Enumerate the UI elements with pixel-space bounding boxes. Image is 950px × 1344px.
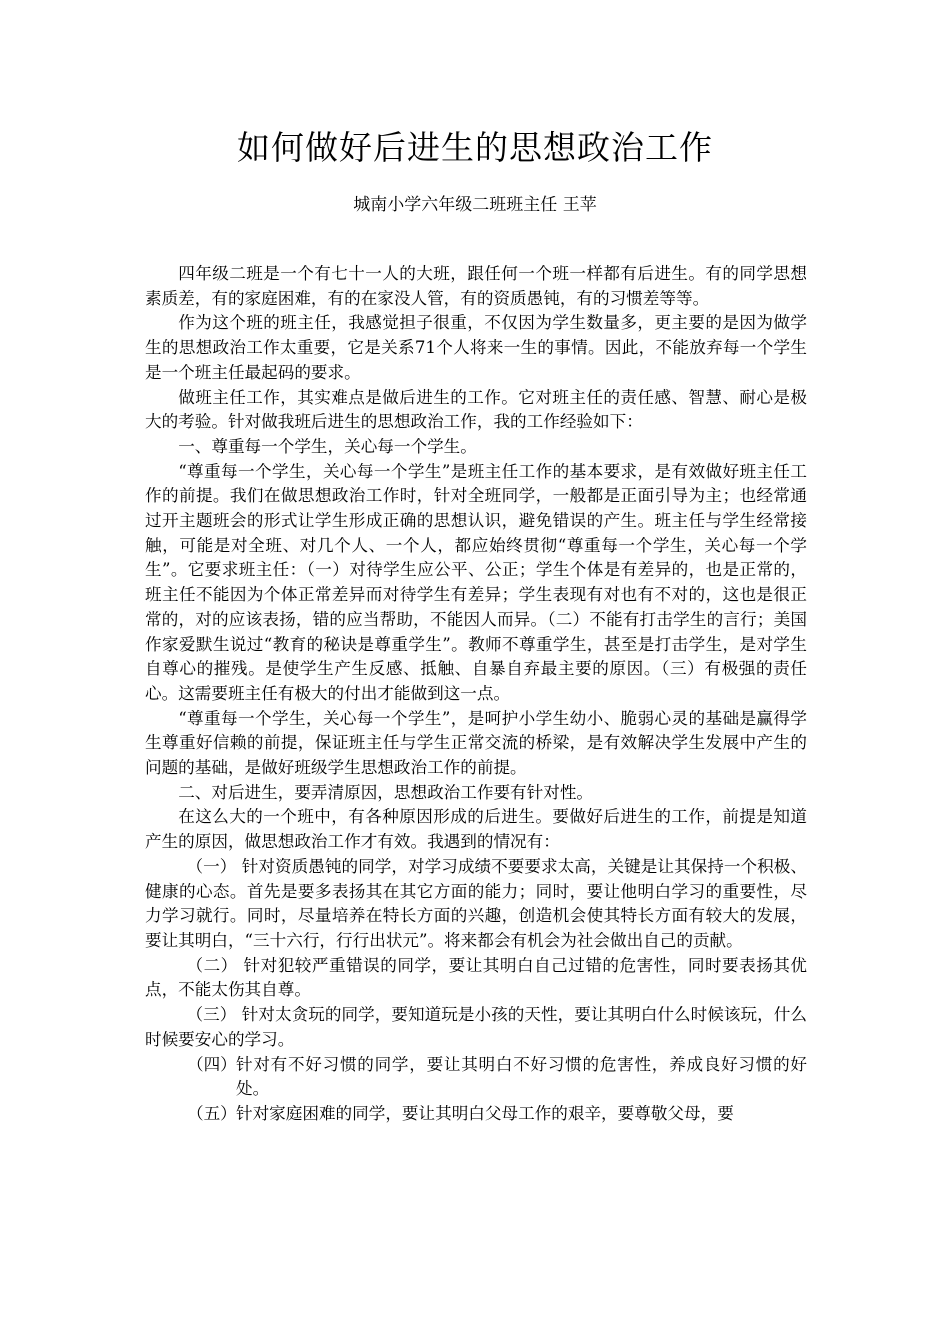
paragraph: 在这么大的一个班中，有各种原因形成的后进生。要做好后进生的工作，前提是知道产生的原因，做思想政治工作才有效。我遇到的情况有： bbox=[145, 807, 807, 852]
paragraph: “尊重每一个学生，关心每一个学生”是班主任工作的基本要求，是有效做好班主任工作的前提。我们在做思想政治工作时，针对全班同学，一般都是正面引导为主；也经常通过开主题班会的形式让学生形成正确的思想认识，避免错误的产生。班主任与学生经常接触，可能是对全班、对几个人、一个人，都应始终贯彻“尊重每一个学生，关心每一个学生”。它要求班主任：（一）对待学生应公平、公正；学生个体是有差异的，也是正常的，班主任不能因为个体正常差异而对待学生有差异；学生表现有对也有不对的，这也是很正常的，对的应该表扬，错的应当帮助，不能因人而异。（二）不能有打击学生的言行；美国作家爱默生说过“教育的秘诀是尊重学生”。教师不尊重学生，甚至是打击学生，是对学生自尊心的摧残。是使学生产生反感、抵触、自暴自弃最主要的原因。（三）有极强的责任心。这需要班主任有极大的付出才能做到这一点。 bbox=[145, 461, 807, 703]
document-body bbox=[145, 262, 807, 1127]
list-marker: （五） bbox=[187, 1103, 237, 1123]
list-marker: （四） bbox=[187, 1054, 237, 1074]
paragraph: “尊重每一个学生，关心每一个学生”，是呵护小学生幼小、脆弱心灵的基础是赢得学生尊重好信赖的前提，保证班主任与学生正常交流的桥梁，是有效解决学生发展中产生的问题的基础，是做好班级学生思想政治工作的前提。 bbox=[145, 708, 807, 778]
document-title: 如何做好后进生的思想政治工作 bbox=[237, 128, 713, 167]
list-item: （一） 针对资质愚钝的同学，对学习成绩不要要求太高，关键是让其保持一个积极、健康的心态。首先是要多表扬其在其它方面的能力；同时，要让他明白学习的重要性，尽力学习就行。同时，尽量培养在特长方面的兴趣，创造机会使其特长方面有较大的发展，要让其明白，“三十六行，行行出状元”。将来都会有机会为社会做出自己的贡献。 bbox=[145, 856, 807, 950]
list-item: （二） 针对犯较严重错误的同学，要让其明白自己过错的危害性，同时要表扬其优点，不能太伤其自尊。 bbox=[145, 955, 807, 1000]
list-item bbox=[145, 1053, 807, 1102]
author-line: 城南小学六年级二班班主任 王苹 bbox=[353, 195, 597, 215]
section-heading: 二、对后进生，要弄清原因，思想政治工作要有针对性。 bbox=[178, 782, 594, 802]
list-item-text: 针对有不好习惯的同学，要让其明白不好习惯的危害性，养成良好习惯的好处。 bbox=[236, 1054, 807, 1099]
paragraph: 四年级二班是一个有七十一人的大班，跟任何一个班一样都有后进生。有的同学思想素质差，有的家庭困难，有的在家没人管，有的资质愚钝，有的习惯差等等。 bbox=[145, 264, 807, 308]
paragraph: 做班主任工作，其实难点是做后进生的工作。它对班主任的责任感、智慧、耐心是极大的考验。针对做我班后进生的思想政治工作，我的工作经验如下： bbox=[145, 387, 807, 432]
list-item: （三） 针对太贪玩的同学，要知道玩是小孩的天性，要让其明白什么时候该玩，什么时候要安心的学习。 bbox=[145, 1005, 807, 1049]
section-heading: 一、尊重每一个学生，关心每一个学生。 bbox=[178, 436, 477, 456]
list-item-text: 针对家庭困难的同学，要让其明白父母工作的艰辛，要尊敬父母，要 bbox=[236, 1103, 734, 1123]
list-item bbox=[145, 1102, 807, 1127]
paragraph: 作为这个班的班主任，我感觉担子很重，不仅因为学生数量多，更主要的是因为做学生的思想政治工作太重要，它是关系71个人将来一生的事情。因此，不能放弃每一个学生是一个班主任最起码的要求。 bbox=[145, 313, 807, 382]
